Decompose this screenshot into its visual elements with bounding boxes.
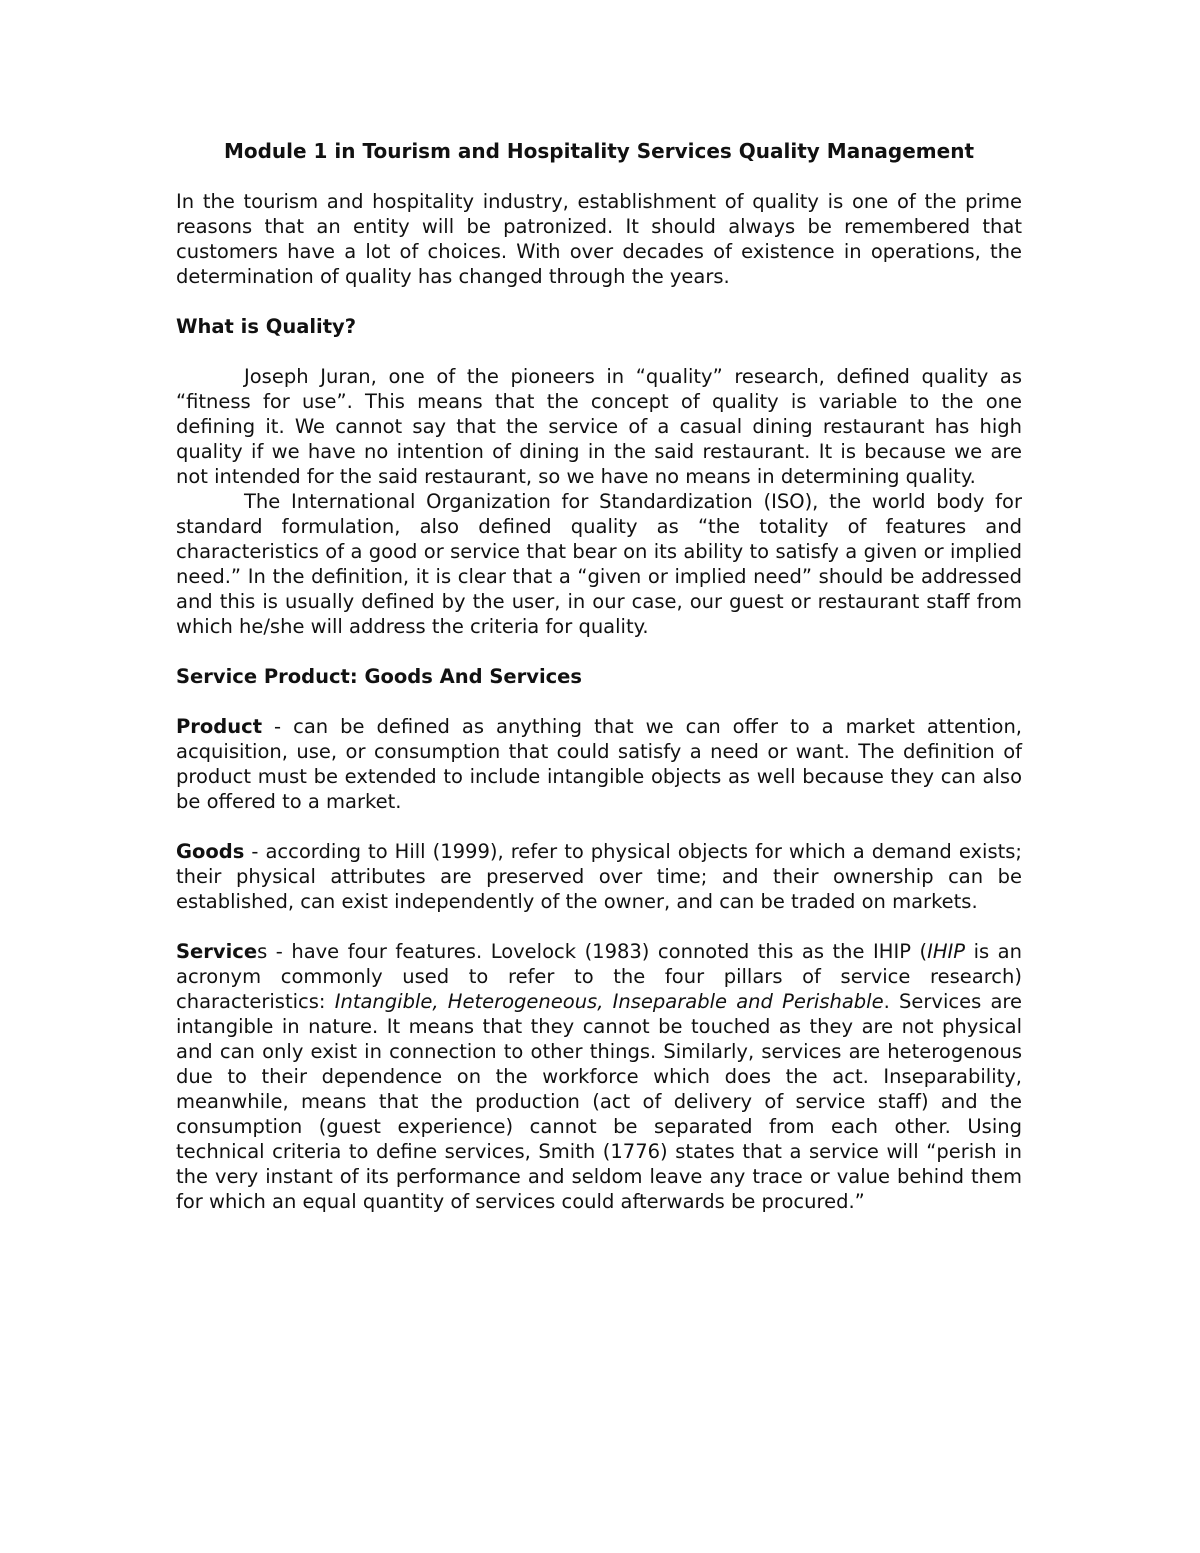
product-term: Product <box>176 715 263 738</box>
services-term-suffix: s <box>257 940 268 963</box>
services-definition-part2: is an acronym commonly used to refer to the four pillars of service research) characteristics: <box>176 940 1022 1013</box>
document-title: Module 1 in Tourism and Hospitality Services Quality Management <box>223 139 975 163</box>
iso-paragraph: The International Organization for Standardization (ISO), the world body for standard formulation, also defined quality as “the totality of features and characteristics of a good or service that bear on its ability to satisfy a given or implied need.” In the definition, it is clear that a “given or implied need” should be addressed and this is usually defined by the user, in our case, our guest or restaurant staff from which he/she will address the criteria for quality. <box>176 490 1022 638</box>
services-paragraph <box>176 939 1022 1214</box>
goods-term: Goods <box>176 840 245 863</box>
services-definition-part1: - have four features. Lovelock (1983) connoted this as the IHIP ( <box>267 940 928 963</box>
product-paragraph <box>176 714 1022 814</box>
ihip-characteristics: Intangible, Heterogeneous, Inseparable and Perishable <box>334 990 884 1013</box>
document-page <box>176 139 1022 1214</box>
section-heading-service-product: Service Product: Goods And Services <box>176 665 583 688</box>
services-definition-part3: . Services are intangible in nature. It means that they cannot be touched as they are not physical and can only exist in connection to other things. Similarly, services are heterogenous due to their dependence on the workforce which does the act. Inseparability, meanwhile, means that the production (act of delivery of service staff) and the consumption (guest experience) cannot be separated from each other. Using technical criteria to define services, Smith (1776) states that a service will “perish in the very instant of its performance and seldom leave any trace or value behind them for which an equal quantity of services could afterwards be procured.” <box>176 990 1023 1213</box>
product-definition: - can be defined as anything that we can offer to a market attention, acquisition, use, or consumption that could satisfy a need or want. The definition of product must be extended to include intangible objects as well because they can also be offered to a market. <box>176 715 1022 813</box>
section-heading-what-is-quality: What is Quality? <box>176 315 357 338</box>
goods-paragraph <box>176 839 1022 914</box>
services-term: Service <box>176 940 258 963</box>
intro-paragraph: In the tourism and hospitality industry, establishment of quality is one of the prime reasons that an entity will be patronized. It should always be remembered that customers have a lot of choices. With over decades of existence in operations, the determination of quality has changed through the years. <box>176 190 1022 288</box>
ihip-acronym: IHIP <box>927 940 966 963</box>
goods-definition: - according to Hill (1999), refer to physical objects for which a demand exists; their physical attributes are preserved over time; and their ownership can be established, can exist independently of the owner, and can be traded on markets. <box>176 840 1022 913</box>
juran-paragraph: Joseph Juran, one of the pioneers in “quality” research, defined quality as “fitness for use”. This means that the concept of quality is variable to the one defining it. We cannot say that the service of a casual dining restaurant has high quality if we have no intention of dining in the said restaurant. It is because we are not intended for the said restaurant, so we have no means in determining quality. <box>176 365 1022 488</box>
